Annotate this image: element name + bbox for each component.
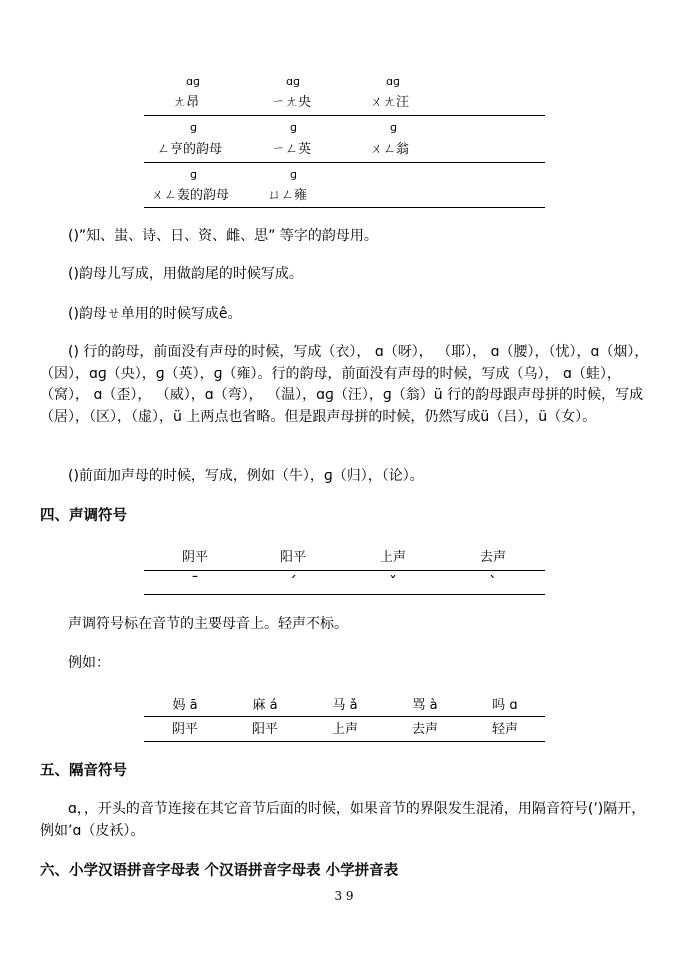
zhuyin-cell: ㄩㄥ雍: [268, 188, 308, 203]
table-rule: [144, 115, 545, 116]
pinyin-cell: ɡ: [290, 168, 297, 181]
tone-mark: ˊ: [289, 573, 297, 592]
tone-name: 阴平: [181, 550, 208, 565]
paragraph: ()韵母儿写成，用做韵尾的时候写成。: [68, 266, 303, 282]
section-heading: 五、隔音符号: [40, 763, 127, 779]
tone-mark: ˉ: [191, 573, 199, 592]
zhuyin-cell: ㄨㄤ汪: [370, 95, 410, 110]
zhuyin-cell: ㄨㄥ轰的韵母: [151, 188, 230, 203]
table-rule: [144, 570, 545, 571]
example-syllable: 麻 á: [252, 698, 278, 713]
tone-name: 去声: [479, 550, 506, 565]
example-syllable: 吗 ɑ: [492, 698, 518, 713]
tone-mark: ˋ: [489, 573, 497, 592]
paragraph: ()韵母ㄝ单用的时候写成ê。: [68, 306, 242, 322]
tone-mark: ˇ: [389, 573, 397, 592]
zhuyin-cell: ㄧㄤ央: [272, 95, 312, 110]
tone-name: 阳平: [279, 550, 306, 565]
zhuyin-cell: ㄤ昂: [173, 95, 200, 110]
pinyin-cell: ɡ: [190, 168, 197, 181]
pinyin-cell: ɑɡ: [186, 75, 200, 88]
section-heading: 四、声调符号: [40, 508, 127, 524]
example-tone: 上声: [331, 722, 358, 737]
zhuyin-cell: ㄧㄥ英: [272, 142, 312, 157]
example-tone: 去声: [411, 722, 438, 737]
table-rule: [144, 741, 545, 742]
pinyin-cell: ɡ: [190, 121, 197, 134]
example-tone: 阳平: [251, 722, 278, 737]
example-syllable: 骂 à: [412, 698, 438, 713]
example-label: 例如：: [68, 655, 110, 671]
table-rule: [144, 207, 545, 208]
pinyin-cell: ɡ: [290, 121, 297, 134]
table-rule: [144, 594, 545, 595]
tone-name: 上声: [379, 550, 406, 565]
example-syllable: 马 ǎ: [332, 698, 358, 713]
paragraph: ()”知、蚩、诗、日、资、雌、思” 等字的韵母用。: [68, 228, 378, 244]
pinyin-cell: ɑɡ: [386, 75, 400, 88]
table-rule: [144, 162, 545, 163]
zhuyin-cell: ㄥ亨的韵母: [157, 142, 223, 157]
pinyin-cell: ɡ: [390, 121, 397, 134]
example-tone: 阴平: [171, 722, 198, 737]
example-syllable: 妈 ā: [172, 698, 198, 713]
example-tone: 轻声: [491, 722, 518, 737]
paragraph: () 行的韵母，前面没有声母的时候，写成（衣）， ɑ（呀）， （耶）， ɑ（腰），（忧），ɑ（烟），（因），ɑɡ（央），ɡ（英），ɡ（雍）。行的韵母，前面没有声母的时候，写成（乌）， ɑ（蛙）， （窝）， ɑ（歪）， （威），ɑ（弯）， （温），ɑɡ（汪），ɡ（翁）ü 行的韵母跟声母拼的时候，写成（居），（区），（虚），ü 上两点也省略。但是跟声母拼的时候，仍然写成ü（吕），ü（女）。: [40, 344, 649, 425]
paragraph: ɑ，，开头的音节连接在其它音节后面的时候，如果音节的界限发生混淆，用隔音符号(’)隔开，例如’ɑ（皮袄）。: [40, 801, 646, 839]
pinyin-cell: ɑɡ: [286, 75, 300, 88]
paragraph: ()前面加声母的时候，写成，例如（牛），ɡ（归），（论）。: [68, 468, 424, 484]
paragraph: 声调符号标在音节的主要母音上。轻声不标。: [68, 616, 348, 632]
zhuyin-cell: ㄨㄥ翁: [370, 142, 410, 157]
table-rule: [144, 716, 545, 717]
section-heading: 六、小学汉语拼音字母表 个汉语拼音字母表 小学拼音表: [40, 863, 399, 879]
page-number: 3 9: [334, 889, 354, 903]
